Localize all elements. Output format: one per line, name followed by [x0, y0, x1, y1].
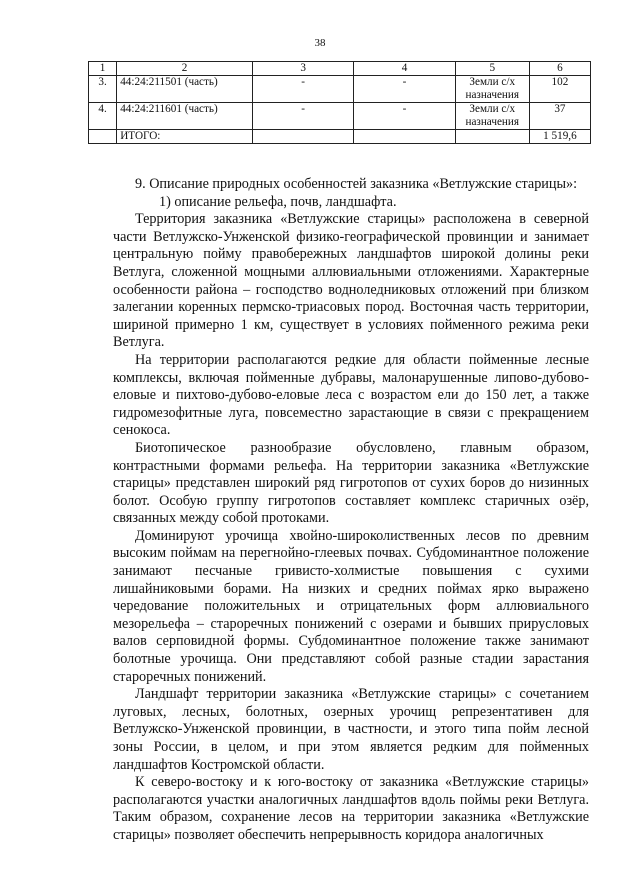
row-cell	[354, 130, 455, 144]
area-value: 37	[529, 103, 590, 130]
subsection-heading: 1) описание рельефа, почв, ландшафта.	[159, 193, 397, 210]
page-number: 38	[314, 37, 326, 49]
row-cell: -	[252, 76, 353, 103]
land-plots-table	[88, 61, 591, 144]
row-cell	[89, 130, 117, 144]
table-row	[89, 103, 591, 130]
cadastral-number: 44:24:211601 (часть)	[117, 103, 253, 130]
land-category: Земли с/х назначения	[455, 76, 529, 103]
header-cell-5: 5	[455, 62, 529, 76]
header-cell-6: 6	[529, 62, 590, 76]
header-cell-3: 3	[252, 62, 353, 76]
paragraph: Биотопическое разнообразие обусловлено, главным образом, контрастными формами рельефа. На территории заказника «Ветлужские старицы» представлен широкий ряд гигротопов от сухих боров до низинных болот. Особую группу гигротопов составляет комплекс старичных озёр, связанных между собой протоками.	[113, 439, 589, 527]
section-heading: 9. Описание природных особенностей заказника «Ветлужские старицы»:	[135, 176, 578, 192]
paragraph: Доминируют урочища хвойно-широколиственных лесов по древним высоким поймам на перегнойно-глеевых почвах. Субдоминантное положение занимают песчаные гривисто-холмистые повышения с сухими лишайниковыми борами. На низких и средних поймах ярко выражено чередование положительных и отрицательных форм аллювиального мезорельефа – староречных понижений с озерами и бывших прирусловых валов серповидной формы. Субдоминантное положение также занимают болотные урочища. Они представляют собой разные стадии зарастания староречных понижений.	[113, 527, 589, 685]
paragraph: К северо-востоку и к юго-востоку от заказника «Ветлужские старицы» располагаются участки аналогичных ландшафтов вдоль поймы реки Ветлуга. Таким образом, сохранение лесов на территории заказника «Ветлужские старицы» позволяет обеспечить непрерывность коридора аналогичных	[113, 774, 589, 843]
paragraph: На территории располагаются редкие для области пойменные лесные комплексы, включая пойменные дубравы, малонарушенные липово-дубово-еловые и пихтово-дубово-еловые леса с возрастом ели до 150 лет, а также гидромезофитные луга, повсеместно зарастающие в связи с прекращением сенокоса.	[113, 351, 589, 439]
row-cell	[455, 130, 529, 144]
header-cell-2: 2	[117, 62, 253, 76]
table-row	[89, 76, 591, 103]
row-cell: -	[252, 103, 353, 130]
document-body	[113, 176, 589, 845]
paragraph: Территория заказника «Ветлужские старицы» расположена в северной части Ветлужско-Унженской физико-географической провинции и занимает центральную пойму правобережных ландшафтов широкой долины реки Ветлуга, сложенной мощными аллювиальными отложениями. Характерные особенности района – господство водноледниковых отложений при близком залегании коренных пермско-триасовых пород. Восточная часть территории, шириной примерно 1 км, существует в условиях пойменного режима реки Ветлуга.	[113, 211, 589, 351]
row-cell: -	[354, 76, 455, 103]
row-number: 3.	[89, 76, 117, 103]
cadastral-number: 44:24:211501 (часть)	[117, 76, 253, 103]
header-cell-4: 4	[354, 62, 455, 76]
total-label: ИТОГО:	[117, 130, 253, 144]
row-number: 4.	[89, 103, 117, 130]
paragraph: Ландшафт территории заказника «Ветлужские старицы» с сочетанием луговых, лесных, болотных, озерных урочищ репрезентативен для Ветлужско-Унженской провинции, в частности, и этого типа пойм лесной зоны России, в целом, и при этом является редким для пойменных ландшафтов Костромской области.	[113, 686, 589, 773]
row-cell	[252, 130, 353, 144]
total-value: 1 519,6	[529, 130, 590, 144]
area-value: 102	[529, 76, 590, 103]
land-category: Земли с/х назначения	[455, 103, 529, 130]
header-cell-1: 1	[89, 62, 117, 76]
table-header-row	[89, 62, 591, 76]
row-cell: -	[354, 103, 455, 130]
table-total-row	[89, 130, 591, 144]
